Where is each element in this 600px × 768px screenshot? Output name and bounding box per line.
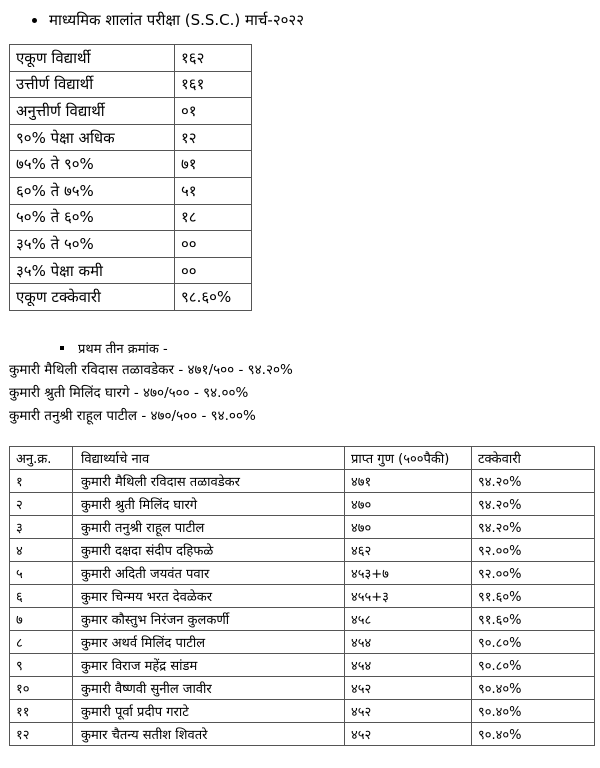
serial-cell: १२: [10, 723, 73, 746]
serial-cell: १०: [10, 677, 73, 700]
name-cell: कुमार अथर्व मिलिंद पाटील: [73, 631, 345, 654]
summary-value: ७१: [175, 151, 252, 178]
percentage-cell: ९१.६०%: [472, 585, 595, 608]
header-percentage: टक्केवारी: [472, 447, 595, 470]
percentage-cell: ९०.८०%: [472, 654, 595, 677]
summary-row: [10, 124, 252, 151]
summary-label: ९०% पेक्षा अधिक: [10, 124, 175, 151]
summary-row: [10, 151, 252, 178]
bullet-icon: [32, 18, 37, 23]
summary-label: ६०% ते ७५%: [10, 177, 175, 204]
summary-label: ३५% ते ५०%: [10, 231, 175, 258]
summary-value: १२: [175, 124, 252, 151]
results-header-row: [10, 447, 595, 470]
name-cell: कुमारी दक्षदा संदीप दहिफळे: [73, 539, 345, 562]
table-row: [10, 539, 595, 562]
summary-value: १८: [175, 204, 252, 231]
table-row: [10, 493, 595, 516]
table-row: [10, 608, 595, 631]
name-cell: कुमार चैतन्य सतीश शिवतरे: [73, 723, 345, 746]
name-cell: कुमार कौस्तुभ निरंजन कुलकर्णी: [73, 608, 345, 631]
summary-label: एकूण विद्यार्थी: [10, 45, 175, 72]
topper-line: कुमारी तनुश्री राहूल पाटील - ४७०/५०० - ९४.००%: [9, 408, 256, 424]
name-cell: कुमारी अदिती जयवंत पवार: [73, 562, 345, 585]
summary-row: [10, 231, 252, 258]
summary-label: अनुत्तीर्ण विद्यार्थी: [10, 98, 175, 125]
name-cell: कुमार विराज महेंद्र सांडम: [73, 654, 345, 677]
name-cell: कुमार चिन्मय भरत देवळेकर: [73, 585, 345, 608]
table-row: [10, 723, 595, 746]
percentage-cell: ९०.४०%: [472, 723, 595, 746]
topper-line: कुमारी मैथिली रविदास तळावडेकर - ४७१/५०० - ९४.२०%: [9, 362, 293, 378]
marks-cell: ४५४: [345, 631, 472, 654]
percentage-cell: ९०.८०%: [472, 631, 595, 654]
table-row: [10, 700, 595, 723]
serial-cell: १: [10, 470, 73, 493]
summary-row: [10, 177, 252, 204]
percentage-cell: ९०.४०%: [472, 700, 595, 723]
serial-cell: ११: [10, 700, 73, 723]
toppers-title-text: प्रथम तीन क्रमांक -: [78, 342, 168, 357]
bullet-icon: [60, 346, 64, 350]
marks-cell: ४५३+७: [345, 562, 472, 585]
name-cell: कुमारी मैथिली रविदास तळावडेकर: [73, 470, 345, 493]
table-row: [10, 585, 595, 608]
header-serial: अनु.क्र.: [10, 447, 73, 470]
percentage-cell: ९४.२०%: [472, 470, 595, 493]
results-table: [9, 446, 595, 746]
serial-cell: ८: [10, 631, 73, 654]
name-cell: कुमारी श्रुती मिलिंद घारगे: [73, 493, 345, 516]
marks-cell: ४५२: [345, 700, 472, 723]
summary-row: [10, 71, 252, 98]
percentage-cell: ९२.००%: [472, 562, 595, 585]
serial-cell: ४: [10, 539, 73, 562]
summary-label: ७५% ते ९०%: [10, 151, 175, 178]
serial-cell: ६: [10, 585, 73, 608]
marks-cell: ४५८: [345, 608, 472, 631]
serial-cell: ७: [10, 608, 73, 631]
summary-row: [10, 45, 252, 72]
summary-row: [10, 204, 252, 231]
percentage-cell: ९२.००%: [472, 539, 595, 562]
summary-value: ००: [175, 257, 252, 284]
percentage-cell: ९१.६०%: [472, 608, 595, 631]
topper-line: कुमारी श्रुती मिलिंद घारगे - ४७०/५०० - ९४.००%: [9, 385, 249, 401]
summary-label: एकूण टक्केवारी: [10, 284, 175, 311]
summary-table: [9, 44, 252, 311]
summary-value: १६१: [175, 71, 252, 98]
marks-cell: ४७०: [345, 493, 472, 516]
summary-value: ५१: [175, 177, 252, 204]
name-cell: कुमारी पूर्वा प्रदीप गराटे: [73, 700, 345, 723]
name-cell: कुमारी वैष्णवी सुनील जावीर: [73, 677, 345, 700]
marks-cell: ४५५+३: [345, 585, 472, 608]
table-row: [10, 562, 595, 585]
toppers-title: [60, 339, 168, 357]
table-row: [10, 677, 595, 700]
summary-row: [10, 257, 252, 284]
summary-value: ००: [175, 231, 252, 258]
marks-cell: ४६२: [345, 539, 472, 562]
header-marks: प्राप्त गुण (५००पैकी): [345, 447, 472, 470]
serial-cell: ५: [10, 562, 73, 585]
serial-cell: २: [10, 493, 73, 516]
table-row: [10, 631, 595, 654]
table-row: [10, 516, 595, 539]
summary-value: ९८.६०%: [175, 284, 252, 311]
header-name: विद्यार्थ्याचे नाव: [73, 447, 345, 470]
marks-cell: ४७०: [345, 516, 472, 539]
percentage-cell: ९०.४०%: [472, 677, 595, 700]
summary-label: ३५% पेक्षा कमी: [10, 257, 175, 284]
table-row: [10, 654, 595, 677]
serial-cell: ९: [10, 654, 73, 677]
summary-row: [10, 98, 252, 125]
marks-cell: ४७१: [345, 470, 472, 493]
summary-row: [10, 284, 252, 311]
name-cell: कुमारी तनुश्री राहूल पाटील: [73, 516, 345, 539]
table-row: [10, 470, 595, 493]
summary-label: उत्तीर्ण विद्यार्थी: [10, 71, 175, 98]
marks-cell: ४५४: [345, 654, 472, 677]
marks-cell: ४५२: [345, 677, 472, 700]
summary-value: ०१: [175, 98, 252, 125]
serial-cell: ३: [10, 516, 73, 539]
percentage-cell: ९४.२०%: [472, 516, 595, 539]
heading-text: माध्यमिक शालांत परीक्षा (S.S.C.) मार्च-२०२२: [49, 11, 305, 29]
summary-value: १६२: [175, 45, 252, 72]
summary-label: ५०% ते ६०%: [10, 204, 175, 231]
document-heading: [32, 10, 304, 30]
percentage-cell: ९४.२०%: [472, 493, 595, 516]
marks-cell: ४५२: [345, 723, 472, 746]
